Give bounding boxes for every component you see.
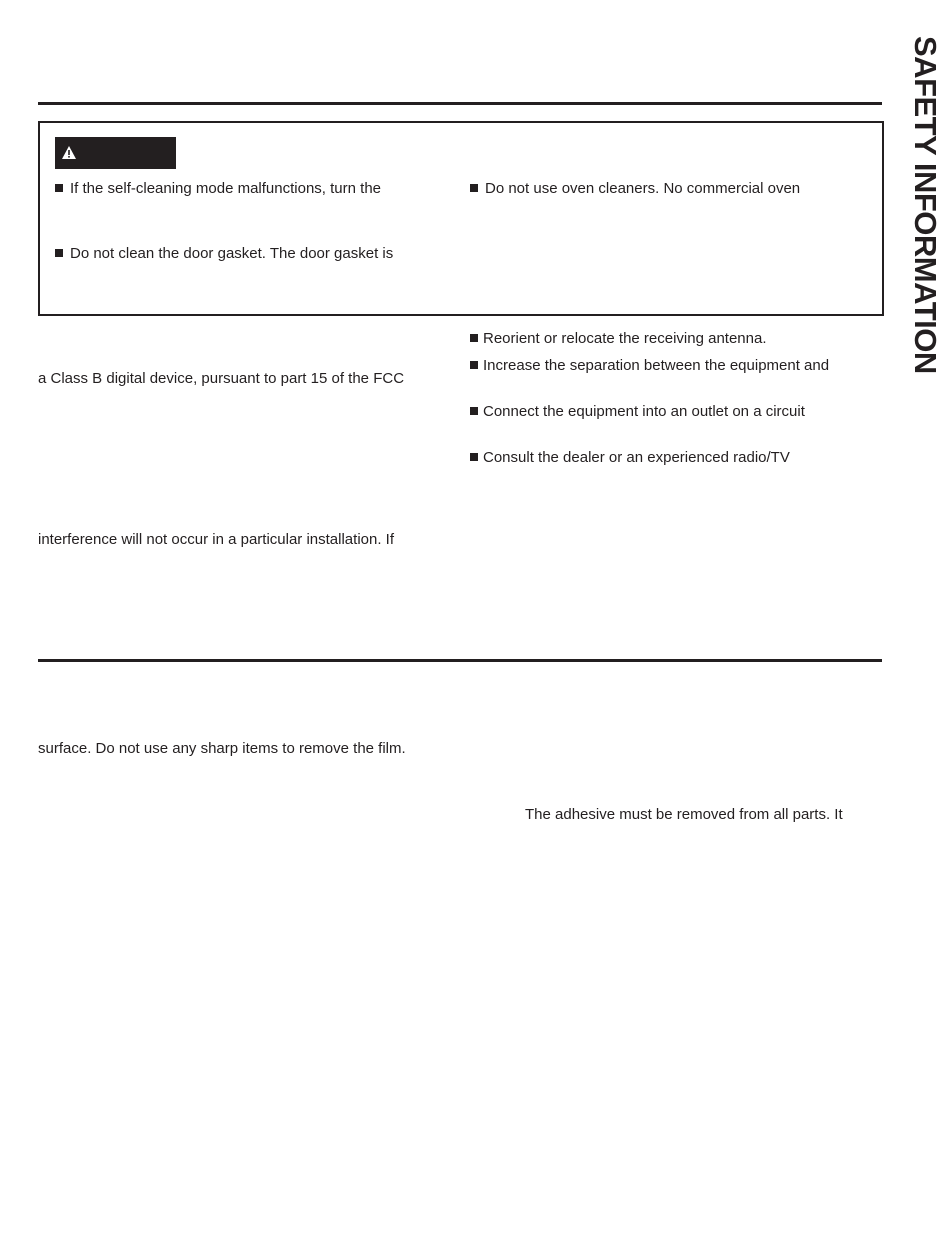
fcc-right-item: Reorient or relocate the receiving antenna. xyxy=(470,330,767,348)
bullet-icon xyxy=(470,334,478,342)
warning-badge xyxy=(55,137,176,169)
bullet-icon xyxy=(55,184,63,192)
section-side-tab: SAFETY INFORMATION xyxy=(908,36,943,374)
warning-right-item: Do not use oven cleaners. No commercial oven xyxy=(470,180,800,198)
fcc-right-item: Consult the dealer or an experienced radio/TV xyxy=(470,449,790,467)
fcc-left-line: a Class B digital device, pursuant to part 15 of the FCC xyxy=(38,370,405,387)
warning-left-item: If the self-cleaning mode malfunctions, turn the xyxy=(55,180,381,198)
bullet-icon xyxy=(470,453,478,461)
bullet-icon xyxy=(470,407,478,415)
warning-box xyxy=(38,121,884,316)
fcc-right-item: Increase the separation between the equipment and xyxy=(470,357,829,375)
bullet-icon xyxy=(470,184,478,192)
middle-divider xyxy=(38,659,882,662)
bullet-icon xyxy=(470,361,478,369)
protective-left-line: surface. Do not use any sharp items to remove the film. xyxy=(38,740,406,757)
warning-triangle-icon xyxy=(62,146,76,159)
warning-left-item: Do not clean the door gasket. The door gasket is xyxy=(55,245,393,263)
top-divider xyxy=(38,102,882,105)
fcc-left-line: interference will not occur in a particular installation. If xyxy=(38,531,395,548)
protective-right-line: The adhesive must be removed from all parts. It xyxy=(525,806,843,823)
fcc-right-item: Connect the equipment into an outlet on a circuit xyxy=(470,403,805,421)
bullet-icon xyxy=(55,249,63,257)
